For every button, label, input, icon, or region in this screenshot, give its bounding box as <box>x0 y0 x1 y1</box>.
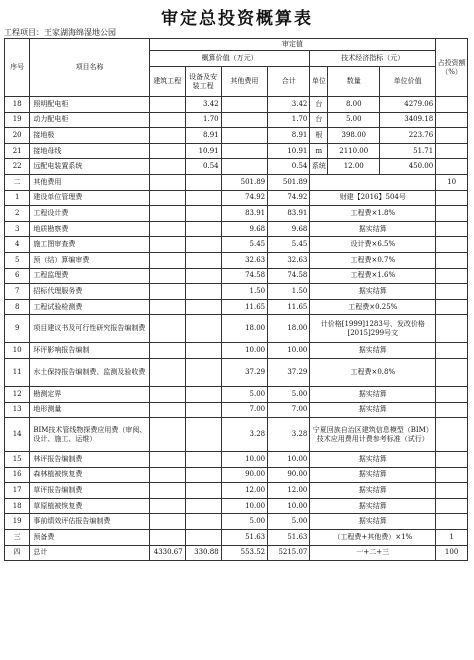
cell-unit-price: 3409.18 <box>380 112 436 128</box>
cell-other: 501.89 <box>221 174 268 190</box>
cell-equipment: 10.91 <box>185 143 221 159</box>
cell-other: 553.52 <box>221 545 268 561</box>
cell-qty: 5.00 <box>328 112 380 128</box>
cell-seq: 18 <box>5 97 30 113</box>
table-row <box>5 467 468 483</box>
cell-unit-price: 4279.06 <box>380 97 436 113</box>
cell-total: 1.70 <box>268 112 310 128</box>
cell-share <box>436 483 468 499</box>
cell-share <box>436 452 468 468</box>
cell-equipment: 1.70 <box>185 112 221 128</box>
cell-note: 据实结算 <box>310 284 436 300</box>
table-row <box>5 112 468 128</box>
cell-seq: 12 <box>5 386 30 402</box>
cell-name: 动力配电柜 <box>30 112 149 128</box>
table-row <box>5 315 468 343</box>
cell-note: 据实结算 <box>310 483 436 499</box>
cell-total: 90.00 <box>268 467 310 483</box>
cell-qty: 12.00 <box>328 159 380 175</box>
cell-note: 计价格[1999]1283号、发改价格[2015]299号文 <box>310 315 436 343</box>
cell-seq: 22 <box>5 159 30 175</box>
cell-name: 项目建议书及可行性研究报告编制费 <box>30 315 149 343</box>
cell-equipment <box>185 418 221 452</box>
cell-name: 建设单位管理费 <box>30 190 149 206</box>
cell-construction <box>149 284 185 300</box>
cell-seq: 21 <box>5 143 30 159</box>
cell-share <box>436 299 468 315</box>
cell-unit: 根 <box>310 128 328 144</box>
cell-equipment: 0.54 <box>185 159 221 175</box>
header-other: 其他费用 <box>221 67 268 97</box>
cell-name: 勘测定界 <box>30 386 149 402</box>
cell-total: 83.91 <box>268 206 310 222</box>
cell-total: 10.00 <box>268 343 310 359</box>
header-equipment: 设备及安装工程 <box>185 67 221 97</box>
cell-qty: 8.00 <box>328 97 380 113</box>
cell-seq: 4 <box>5 237 30 253</box>
cell-share <box>436 143 468 159</box>
cell-share <box>436 206 468 222</box>
cell-total: 32.63 <box>268 252 310 268</box>
cell-note: 宁夏回族自治区建筑信息模型（BIM）技术应用费用计费参考标准（试行） <box>310 418 436 452</box>
cell-name: BIM技术管线物探费应用费（审阅、设计、施工、运维） <box>30 418 149 452</box>
cell-name: 总计 <box>30 545 149 561</box>
cell-name: 其他费用 <box>30 174 149 190</box>
cell-share <box>436 190 468 206</box>
cell-seq: 16 <box>5 467 30 483</box>
cell-name: 接地极 <box>30 128 149 144</box>
cell-seq: 10 <box>5 343 30 359</box>
cell-total: 8.91 <box>268 128 310 144</box>
cell-other: 9.68 <box>221 221 268 237</box>
cell-total: 10.91 <box>268 143 310 159</box>
cell-construction <box>149 483 185 499</box>
cell-construction <box>149 452 185 468</box>
cell-other: 7.00 <box>221 402 268 418</box>
cell-construction <box>149 174 185 190</box>
cell-construction <box>149 112 185 128</box>
cell-equipment <box>185 190 221 206</box>
cell-share <box>436 402 468 418</box>
cell-other: 11.65 <box>221 299 268 315</box>
cell-construction <box>149 97 185 113</box>
cell-unit: 台 <box>310 112 328 128</box>
cell-total: 7.00 <box>268 402 310 418</box>
cell-note: 工程费×0.8% <box>310 358 436 386</box>
header-qty: 数量 <box>328 67 380 97</box>
cell-name: 预（结）算编审费 <box>30 252 149 268</box>
cell-seq: 18 <box>5 498 30 514</box>
table-row <box>5 174 468 190</box>
cell-other: 3.28 <box>221 418 268 452</box>
header-unit: 单位 <box>310 67 328 97</box>
table-row <box>5 206 468 222</box>
cell-equipment <box>185 498 221 514</box>
cell-equipment <box>185 358 221 386</box>
cell-name: 地形测量 <box>30 402 149 418</box>
cell-share <box>436 498 468 514</box>
table-row <box>5 514 468 530</box>
cell-note: 据实结算 <box>310 467 436 483</box>
cell-seq: 二 <box>5 174 30 190</box>
cell-equipment <box>185 252 221 268</box>
cell-other: 5.00 <box>221 386 268 402</box>
cell-other: 74.92 <box>221 190 268 206</box>
cell-name: 环评影响报告编制 <box>30 343 149 359</box>
cell-note <box>310 174 436 190</box>
cell-other <box>221 143 268 159</box>
cell-total: 3.28 <box>268 418 310 452</box>
header-unit-price: 单位价值 <box>380 67 436 97</box>
cell-note: 据实结算 <box>310 221 436 237</box>
table-row <box>5 343 468 359</box>
cell-qty: 2110.00 <box>328 143 380 159</box>
cell-other: 90.00 <box>221 467 268 483</box>
cell-other: 5.45 <box>221 237 268 253</box>
header-tech: 技术经济指标（元） <box>310 51 436 67</box>
cell-other: 1.50 <box>221 284 268 300</box>
cell-seq: 11 <box>5 358 30 386</box>
cell-note: 据实结算 <box>310 498 436 514</box>
cell-total: 51.63 <box>268 530 310 546</box>
cell-note: 财建【2016】504号 <box>310 190 436 206</box>
cell-construction <box>149 128 185 144</box>
cell-total: 501.89 <box>268 174 310 190</box>
table-row <box>5 190 468 206</box>
cell-construction <box>149 252 185 268</box>
cell-total: 12.00 <box>268 483 310 499</box>
cell-note: 据实结算 <box>310 386 436 402</box>
cell-other: 83.91 <box>221 206 268 222</box>
table-row <box>5 128 468 144</box>
cell-seq: 15 <box>5 452 30 468</box>
cell-share <box>436 268 468 284</box>
header-approved: 审定值 <box>149 39 435 51</box>
budget-table <box>4 38 468 561</box>
table-row <box>5 284 468 300</box>
header-budget: 概算价值（万元） <box>149 51 310 67</box>
cell-equipment <box>185 343 221 359</box>
table-row <box>5 386 468 402</box>
cell-construction <box>149 343 185 359</box>
cell-other: 51.63 <box>221 530 268 546</box>
table-row-total <box>5 545 468 561</box>
cell-name: 林评报告编制费 <box>30 452 149 468</box>
cell-construction <box>149 159 185 175</box>
cell-other: 10.00 <box>221 498 268 514</box>
cell-equipment <box>185 221 221 237</box>
cell-construction <box>149 498 185 514</box>
cell-construction <box>149 143 185 159</box>
cell-other: 10.00 <box>221 452 268 468</box>
cell-name: 预备费 <box>30 530 149 546</box>
cell-name: 地质勘察费 <box>30 221 149 237</box>
cell-note: 工程费×0.25% <box>310 299 436 315</box>
cell-other <box>221 128 268 144</box>
cell-total: 9.68 <box>268 221 310 237</box>
cell-other: 37.29 <box>221 358 268 386</box>
cell-seq: 8 <box>5 299 30 315</box>
cell-construction <box>149 402 185 418</box>
cell-name: 事前绩效评估报告编制费 <box>30 514 149 530</box>
cell-name: 草评报告编制费 <box>30 483 149 499</box>
cell-share <box>436 418 468 452</box>
cell-equipment <box>185 268 221 284</box>
cell-equipment <box>185 315 221 343</box>
header-seq: 序号 <box>5 39 30 97</box>
cell-construction <box>149 514 185 530</box>
cell-equipment: 330.88 <box>185 545 221 561</box>
cell-total: 5.00 <box>268 386 310 402</box>
cell-other: 32.63 <box>221 252 268 268</box>
cell-other <box>221 112 268 128</box>
cell-construction: 4330.67 <box>149 545 185 561</box>
cell-construction <box>149 530 185 546</box>
cell-other: 10.00 <box>221 343 268 359</box>
cell-share <box>436 159 468 175</box>
cell-construction <box>149 190 185 206</box>
cell-total: 1.50 <box>268 284 310 300</box>
cell-note: 工程费×1.6% <box>310 268 436 284</box>
cell-construction <box>149 206 185 222</box>
cell-other <box>221 97 268 113</box>
cell-name: 草原植被恢复费 <box>30 498 149 514</box>
cell-other: 12.00 <box>221 483 268 499</box>
cell-name: 水土保持报告编制费、监测及验收费 <box>30 358 149 386</box>
cell-total: 3.42 <box>268 97 310 113</box>
cell-equipment <box>185 237 221 253</box>
cell-seq: 5 <box>5 252 30 268</box>
cell-other: 5.00 <box>221 514 268 530</box>
cell-total: 74.92 <box>268 190 310 206</box>
cell-unit: 系统 <box>310 159 328 175</box>
cell-share <box>436 315 468 343</box>
cell-seq: 三 <box>5 530 30 546</box>
cell-note: 据实结算 <box>310 514 436 530</box>
cell-seq: 6 <box>5 268 30 284</box>
cell-share <box>436 221 468 237</box>
cell-equipment <box>185 467 221 483</box>
cell-seq: 2 <box>5 206 30 222</box>
header-name: 项目名称 <box>30 39 149 97</box>
cell-seq: 14 <box>5 418 30 452</box>
cell-share <box>436 97 468 113</box>
cell-seq: 9 <box>5 315 30 343</box>
cell-name: 远配电装置系统 <box>30 159 149 175</box>
cell-name: 施工图审查费 <box>30 237 149 253</box>
table-row <box>5 143 468 159</box>
cell-total: 74.58 <box>268 268 310 284</box>
cell-equipment <box>185 452 221 468</box>
table-row <box>5 498 468 514</box>
cell-seq: 7 <box>5 284 30 300</box>
cell-equipment: 3.42 <box>185 97 221 113</box>
cell-qty: 398.00 <box>328 128 380 144</box>
cell-seq: 13 <box>5 402 30 418</box>
cell-other <box>221 159 268 175</box>
cell-share <box>436 284 468 300</box>
table-row <box>5 159 468 175</box>
cell-construction <box>149 299 185 315</box>
header-construction: 建筑工程 <box>149 67 185 97</box>
cell-share <box>436 467 468 483</box>
cell-share <box>436 252 468 268</box>
cell-total: 5215.07 <box>268 545 310 561</box>
table-row <box>5 268 468 284</box>
table-row <box>5 402 468 418</box>
cell-unit: m <box>310 143 328 159</box>
cell-seq: 17 <box>5 483 30 499</box>
cell-name: 接地母线 <box>30 143 149 159</box>
cell-name: 森林植被恢复费 <box>30 467 149 483</box>
cell-total: 18.00 <box>268 315 310 343</box>
cell-note: 据实结算 <box>310 343 436 359</box>
cell-name: 照明配电柜 <box>30 97 149 113</box>
cell-total: 5.45 <box>268 237 310 253</box>
cell-construction <box>149 237 185 253</box>
cell-seq: 19 <box>5 112 30 128</box>
cell-equipment <box>185 514 221 530</box>
project-name: 工程项目：王家湖海绵湿地公园 <box>4 28 116 37</box>
cell-construction <box>149 418 185 452</box>
cell-share <box>436 128 468 144</box>
cell-note: 一+二+三 <box>310 545 436 561</box>
cell-note: 据实结算 <box>310 452 436 468</box>
header-share: 占投资额（%） <box>436 39 468 97</box>
cell-construction <box>149 268 185 284</box>
cell-share <box>436 358 468 386</box>
cell-seq: 20 <box>5 128 30 144</box>
cell-share: 100 <box>436 545 468 561</box>
cell-unit-price: 450.00 <box>380 159 436 175</box>
cell-name: 工程设计费 <box>30 206 149 222</box>
cell-note: 工程费×0.7% <box>310 252 436 268</box>
table-row <box>5 483 468 499</box>
cell-seq: 19 <box>5 514 30 530</box>
table-row <box>5 452 468 468</box>
cell-share <box>436 386 468 402</box>
cell-construction <box>149 315 185 343</box>
header-total: 合计 <box>268 67 310 97</box>
cell-equipment <box>185 206 221 222</box>
cell-total: 10.00 <box>268 452 310 468</box>
cell-name: 工程监理费 <box>30 268 149 284</box>
table-row <box>5 252 468 268</box>
cell-share: 1 <box>436 530 468 546</box>
cell-equipment <box>185 174 221 190</box>
cell-unit-price: 223.76 <box>380 128 436 144</box>
table-row <box>5 530 468 546</box>
cell-equipment: 8.91 <box>185 128 221 144</box>
cell-total: 5.00 <box>268 514 310 530</box>
table-row <box>5 358 468 386</box>
cell-share <box>436 112 468 128</box>
cell-note: （工程费+其他费）×1% <box>310 530 436 546</box>
cell-equipment <box>185 530 221 546</box>
cell-note: 据实结算 <box>310 402 436 418</box>
cell-construction <box>149 386 185 402</box>
cell-equipment <box>185 402 221 418</box>
cell-name: 招标代理服务费 <box>30 284 149 300</box>
table-row <box>5 221 468 237</box>
cell-other: 74.58 <box>221 268 268 284</box>
cell-seq: 3 <box>5 221 30 237</box>
cell-note: 工程费×1.8% <box>310 206 436 222</box>
cell-note: 设计费×6.5% <box>310 237 436 253</box>
cell-share <box>436 514 468 530</box>
cell-total: 11.65 <box>268 299 310 315</box>
cell-share <box>436 237 468 253</box>
cell-construction <box>149 467 185 483</box>
cell-equipment <box>185 386 221 402</box>
cell-other: 18.00 <box>221 315 268 343</box>
cell-equipment <box>185 284 221 300</box>
cell-total: 10.00 <box>268 498 310 514</box>
cell-unit: 台 <box>310 97 328 113</box>
table-row <box>5 97 468 113</box>
cell-total: 37.29 <box>268 358 310 386</box>
cell-share <box>436 343 468 359</box>
cell-share: 10 <box>436 174 468 190</box>
table-row <box>5 418 468 452</box>
cell-unit-price: 51.71 <box>380 143 436 159</box>
cell-total: 0.54 <box>268 159 310 175</box>
cell-construction <box>149 358 185 386</box>
table-row <box>5 299 468 315</box>
cell-construction <box>149 221 185 237</box>
cell-seq: 1 <box>5 190 30 206</box>
page-title: 审定总投资概算表 <box>161 9 313 29</box>
cell-seq: 四 <box>5 545 30 561</box>
cell-name: 工程试验检测费 <box>30 299 149 315</box>
cell-equipment <box>185 483 221 499</box>
table-row <box>5 237 468 253</box>
cell-equipment <box>185 299 221 315</box>
